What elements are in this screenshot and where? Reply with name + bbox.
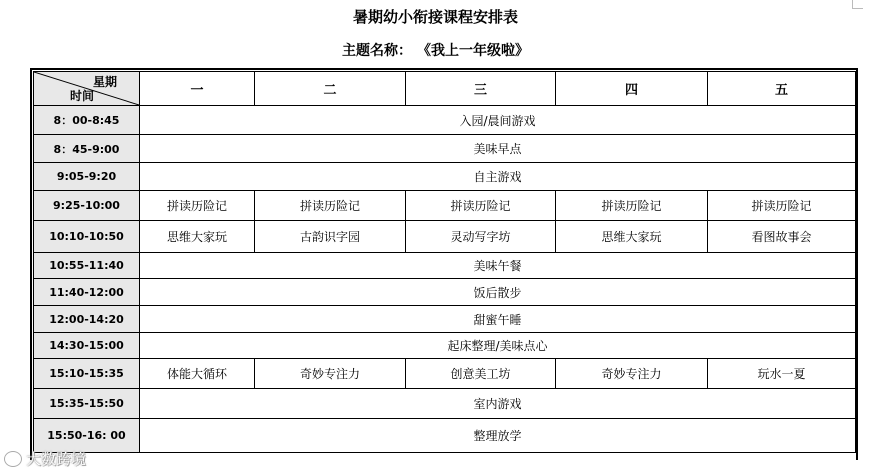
time-cell: 8：45-9:00 (34, 135, 140, 163)
activity-cell: 灵动写字坊 (406, 221, 556, 253)
watermark-text: 大数跨境 (26, 450, 87, 468)
day-header-2: 二 (255, 72, 406, 106)
activity-cell: 体能大循环 (140, 359, 255, 389)
corner-weekday-label: 星期 (92, 75, 117, 89)
activity-cell: 美味午餐 (140, 253, 856, 279)
activity-cell: 奇妙专注力 (556, 359, 708, 389)
header-row (34, 72, 856, 106)
activity-cell: 创意美工坊 (406, 359, 556, 389)
activity-cell: 拼读历险记 (255, 191, 406, 221)
table-row (34, 419, 856, 453)
time-cell: 10:55-11:40 (34, 253, 140, 279)
theme-line (0, 40, 871, 60)
day-header-1: 一 (140, 72, 255, 106)
activity-cell: 拼读历险记 (556, 191, 708, 221)
activity-cell: 奇妙专注力 (255, 359, 406, 389)
activity-cell: 拼读历险记 (406, 191, 556, 221)
corner-header-cell (34, 72, 140, 106)
time-cell: 9:05-9:20 (34, 163, 140, 191)
table-row (34, 333, 856, 359)
table-row (34, 253, 856, 279)
activity-cell: 看图故事会 (708, 221, 856, 253)
activity-cell: 室内游戏 (140, 389, 856, 419)
activity-cell: 古韵识字园 (255, 221, 406, 253)
day-header-5: 五 (708, 72, 856, 106)
corner-mark (852, 0, 863, 9)
time-cell: 12:00-14:20 (34, 306, 140, 333)
day-header-3: 三 (406, 72, 556, 106)
table-row (34, 359, 856, 389)
time-cell: 9:25-10:00 (34, 191, 140, 221)
schedule-table (33, 71, 856, 453)
activity-cell: 玩水一夏 (708, 359, 856, 389)
watermark (4, 448, 86, 469)
table-row (34, 106, 856, 135)
activity-cell: 思维大家玩 (556, 221, 708, 253)
activity-cell: 甜蜜午睡 (140, 306, 856, 333)
theme-value: 《我上一年级啦》 (424, 43, 529, 59)
day-header-4: 四 (556, 72, 708, 106)
table-row (34, 389, 856, 419)
table-row (34, 306, 856, 333)
time-cell: 8：00-8:45 (34, 106, 140, 135)
activity-cell: 整理放学 (140, 419, 856, 453)
table-row (34, 163, 856, 191)
table-row (34, 135, 856, 163)
theme-label: 主题名称： (342, 43, 412, 59)
corner-time-label: 时间 (70, 89, 95, 103)
activity-cell: 入园/晨间游戏 (140, 106, 856, 135)
time-cell: 15:10-15:35 (34, 359, 140, 389)
table-row (34, 279, 856, 306)
activity-cell: 起床整理/美味点心 (140, 333, 856, 359)
activity-cell: 饭后散步 (140, 279, 856, 306)
time-cell: 15:35-15:50 (34, 389, 140, 419)
activity-cell: 美味早点 (140, 135, 856, 163)
activity-cell: 自主游戏 (140, 163, 856, 191)
time-cell: 10:10-10:50 (34, 221, 140, 253)
watermark-logo-icon (4, 451, 22, 467)
time-cell: 15:50-16: 00 (34, 419, 140, 453)
table-row (34, 191, 856, 221)
activity-cell: 拼读历险记 (708, 191, 856, 221)
activity-cell: 思维大家玩 (140, 221, 255, 253)
time-cell: 11:40-12:00 (34, 279, 140, 306)
activity-cell: 拼读历险记 (140, 191, 255, 221)
page-title: 暑期幼小衔接课程安排表 (352, 8, 518, 26)
table-row (34, 221, 856, 253)
time-cell: 14:30-15:00 (34, 333, 140, 359)
